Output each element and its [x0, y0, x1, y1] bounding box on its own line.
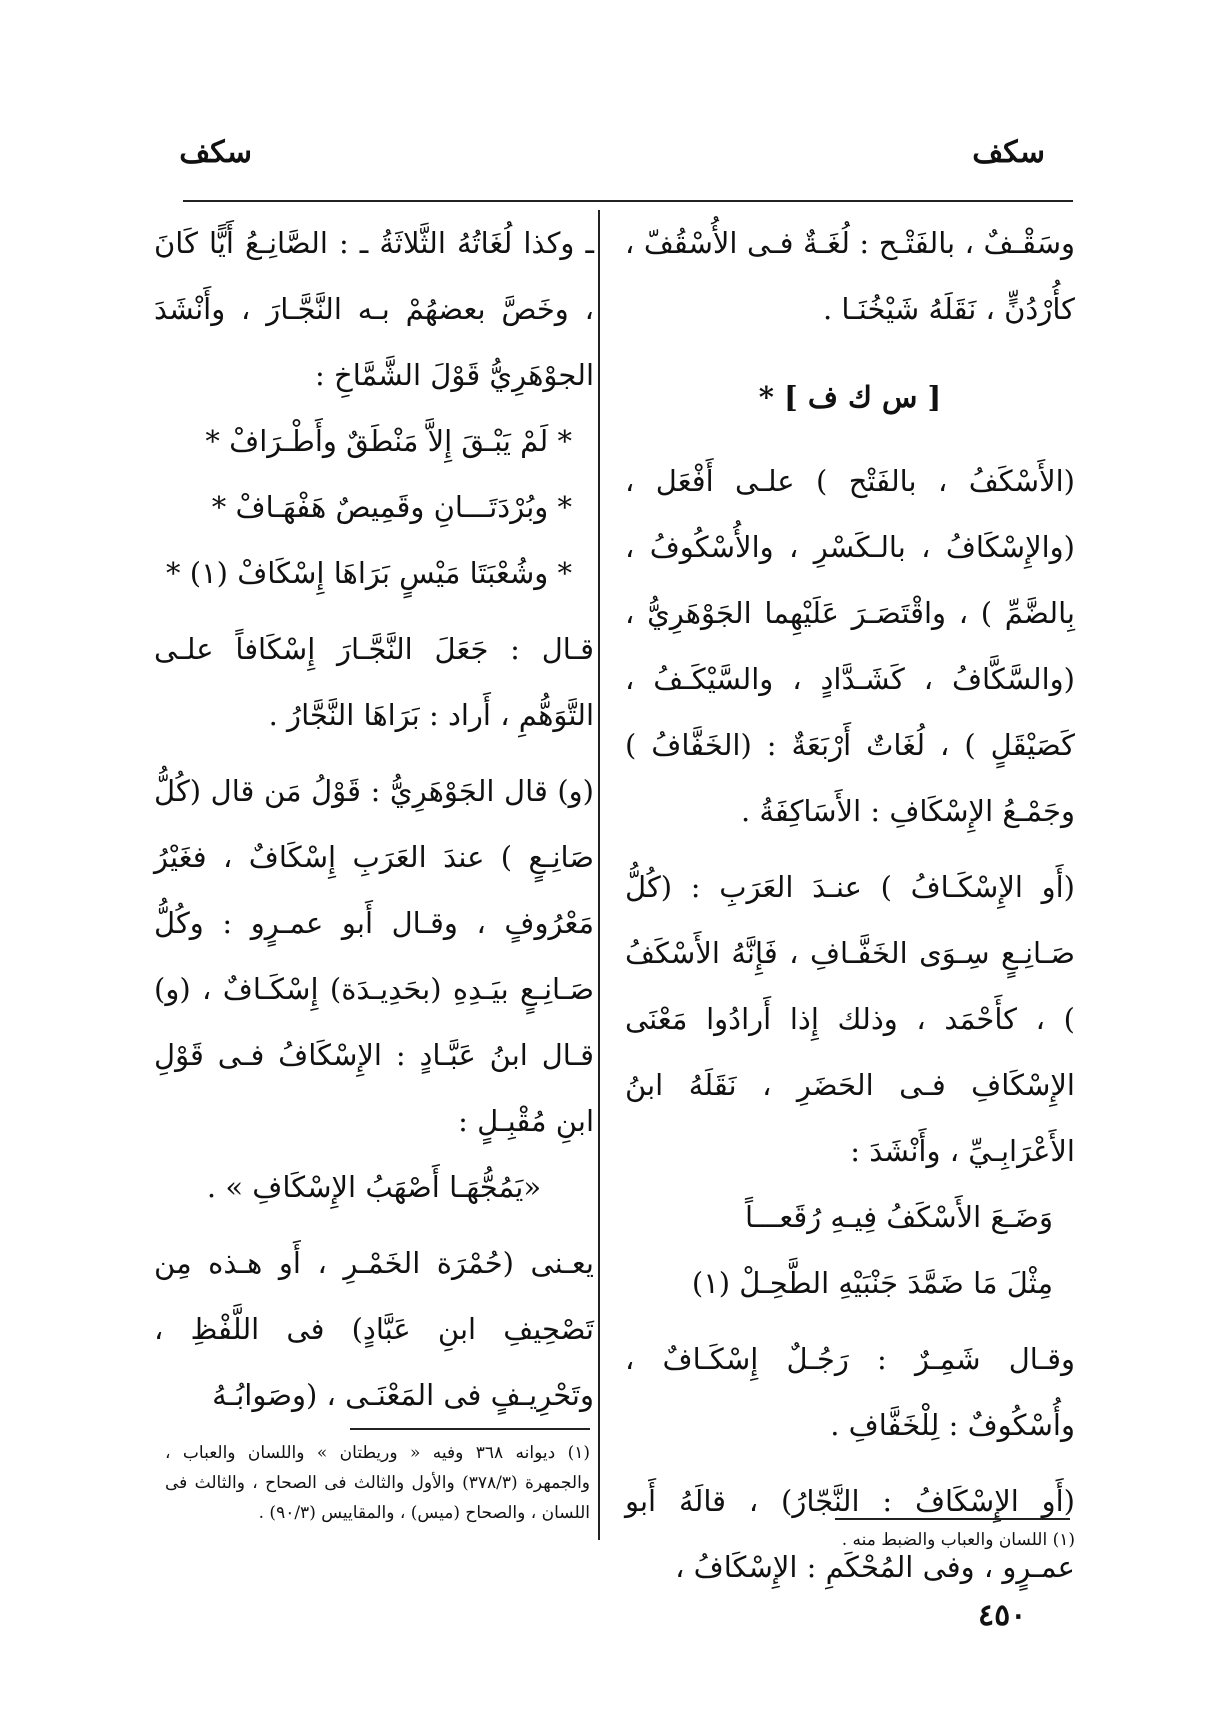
body-paragraph: قـال : جَعَلَ النَّجَّـارَ إِسْكَافاً علـى التَّوَهُّمِ ، أَراد : بَرَاهَا النَّجَّارُ .: [154, 632, 594, 732]
body-paragraph: وقـال شَمِـرٌ : رَجُـلٌ إِسْكَـافٌ ، وأُسْكُوفٌ : لِلْخَفَّافِ .: [625, 1342, 1075, 1442]
verse-line: * لَمْ يَبْـقَ إِلاَّ مَنْطَقٌ وأَطْـرَافْ *: [205, 424, 572, 458]
page-number: ٤٥٠: [978, 1598, 1027, 1633]
body-paragraph: (أَو الإِسْكَـافُ ) عنـدَ العَرَبِ : (كُلُّ صَـانِـعٍ سِـوَى الخَفَّـافِ ، فَإِنَّهُ الأَسْكَفُ ) ، كأَحْمَد ، وذلك إِذا أَرادُوا مَعْنَى الإِسْكَافِ فـى الحَضَرِ ، نَقَلَهُ ابنُ الأَعْرَابِـيِّ ، وأَنْشَدَ :: [625, 870, 1075, 1168]
running-head-left: سكف: [179, 135, 252, 170]
verse-line: «يَمُجُّهَـا أَصْهَبُ الإِسْكَافِ » .: [206, 1170, 542, 1204]
footnote-rule-right: [835, 1518, 1070, 1520]
entry-intro-paragraph: وسَقْـفٌ ، بالفَتْـح : لُغَـةٌ فـى الأُسْقُفّ ، كأُرْدُنٍّ ، نَقَلَهُ شَيْخُنَـا .: [625, 226, 1075, 326]
verse-line: وَضَـعَ الأَسْكَفُ فِيـهِ رُقَعـــاً: [745, 1200, 1053, 1234]
body-paragraph: (أَو الإِسْكَافُ : النَّجّارُ) ، قالَهُ أَبو عمـرٍو ، وفى المُحْكَمِ : الإِسْكَافُ ،: [625, 1484, 1075, 1584]
body-paragraph: (و) قال الجَوْهَرِيُّ : قَوْلُ مَن قال (كُلُّ صَانِـعٍ ) عندَ العَرَبِ إِسْكَافٌ ، فغَيْرُ مَعْرُوفٍ ، وقـال أَبو عمـرٍو : وكُلُّ صَـانِـعٍ بيَـدِهِ (بحَدِيـدَة) إِسْكَـافٌ ، (و) قـال ابنُ عَبَّـادٍ : الإِسْكَافُ فـى قَوْلِ ابنِ مُقْبِـلٍ :: [154, 774, 594, 1138]
verse-line: * وشُعْبَتَا مَيْسٍ بَرَاهَا إِسْكَافْ (١) *: [166, 556, 572, 590]
column-divider: [598, 210, 600, 1540]
body-paragraph: يعـنى (حُمْرَة الخَمْـرِ ، أَو هـذه مِن تَصْحِيفِ ابنِ عَبَّادٍ) فى اللَّفْظِ ، وتَحْرِيـفٍ فى المَعْنَـى ، (وصَوابُـهُ: [154, 1246, 594, 1412]
entry-heading: [ س ك ف ] *: [758, 380, 942, 414]
verse-line: مِثْلَ مَا ضَمَّدَ جَنْبَيْهِ الطَّحِـلْ (١): [691, 1266, 1053, 1300]
right-column: [625, 210, 1075, 1600]
running-head-right: سكف: [972, 135, 1045, 170]
body-paragraph: ـ وكذا لُغَاتُهُ الثَّلاثَةُ ـ : الصَّانِـعُ أَيًّا كَانَ ، وخَصَّ بعضهُمْ بـه النَّجَّـارَ ، وأَنْشَدَ الجوْهَرِيُّ قَوْلَ الشَّمَّاخِ :: [154, 226, 594, 392]
footnote-right: (١) اللسان والعباب والضبط منه .: [841, 1530, 1075, 1550]
footnote-left: (١) ديوانه ٣٦٨ وفيه « وريطتان » واللسان والعباب ، والجمهرة (٣٧٨/٣) والأول والثالث فى الصحاح ، والثالث فى اللسان ، والصحاح (ميس) ، والمقاييس (٩٠/٣) .: [165, 1443, 591, 1523]
left-column: [154, 210, 594, 1428]
verse-line: * وبُرْدَتَـــانِ وقَمِيصٌ هَفْهَـافْ *: [211, 490, 572, 524]
body-paragraph: (الأَسْكَفُ ، بالفَتْح ) علـى أَفْعَل ، (والإِسْكَافُ ، بالـكَسْرِ ، والأُسْكُوفُ ، بِالضَّمِّ ) ، واقْتَصَـرَ عَلَيْهِما الجَوْهَرِيُّ ، (والسَّكَّافُ ، كَشَـدَّادٍ ، والسَّيْكَـفُ ، كَصَيْقَلٍ ) ، لُغَاتٌ أَرْبَعَةٌ : (الخَفَّافُ ) وجَمْـعُ الإِسْكَافِ : الأَسَاكِفَةُ .: [625, 464, 1075, 828]
header-rule: [183, 200, 1073, 202]
footnote-rule-left: [350, 1428, 590, 1430]
